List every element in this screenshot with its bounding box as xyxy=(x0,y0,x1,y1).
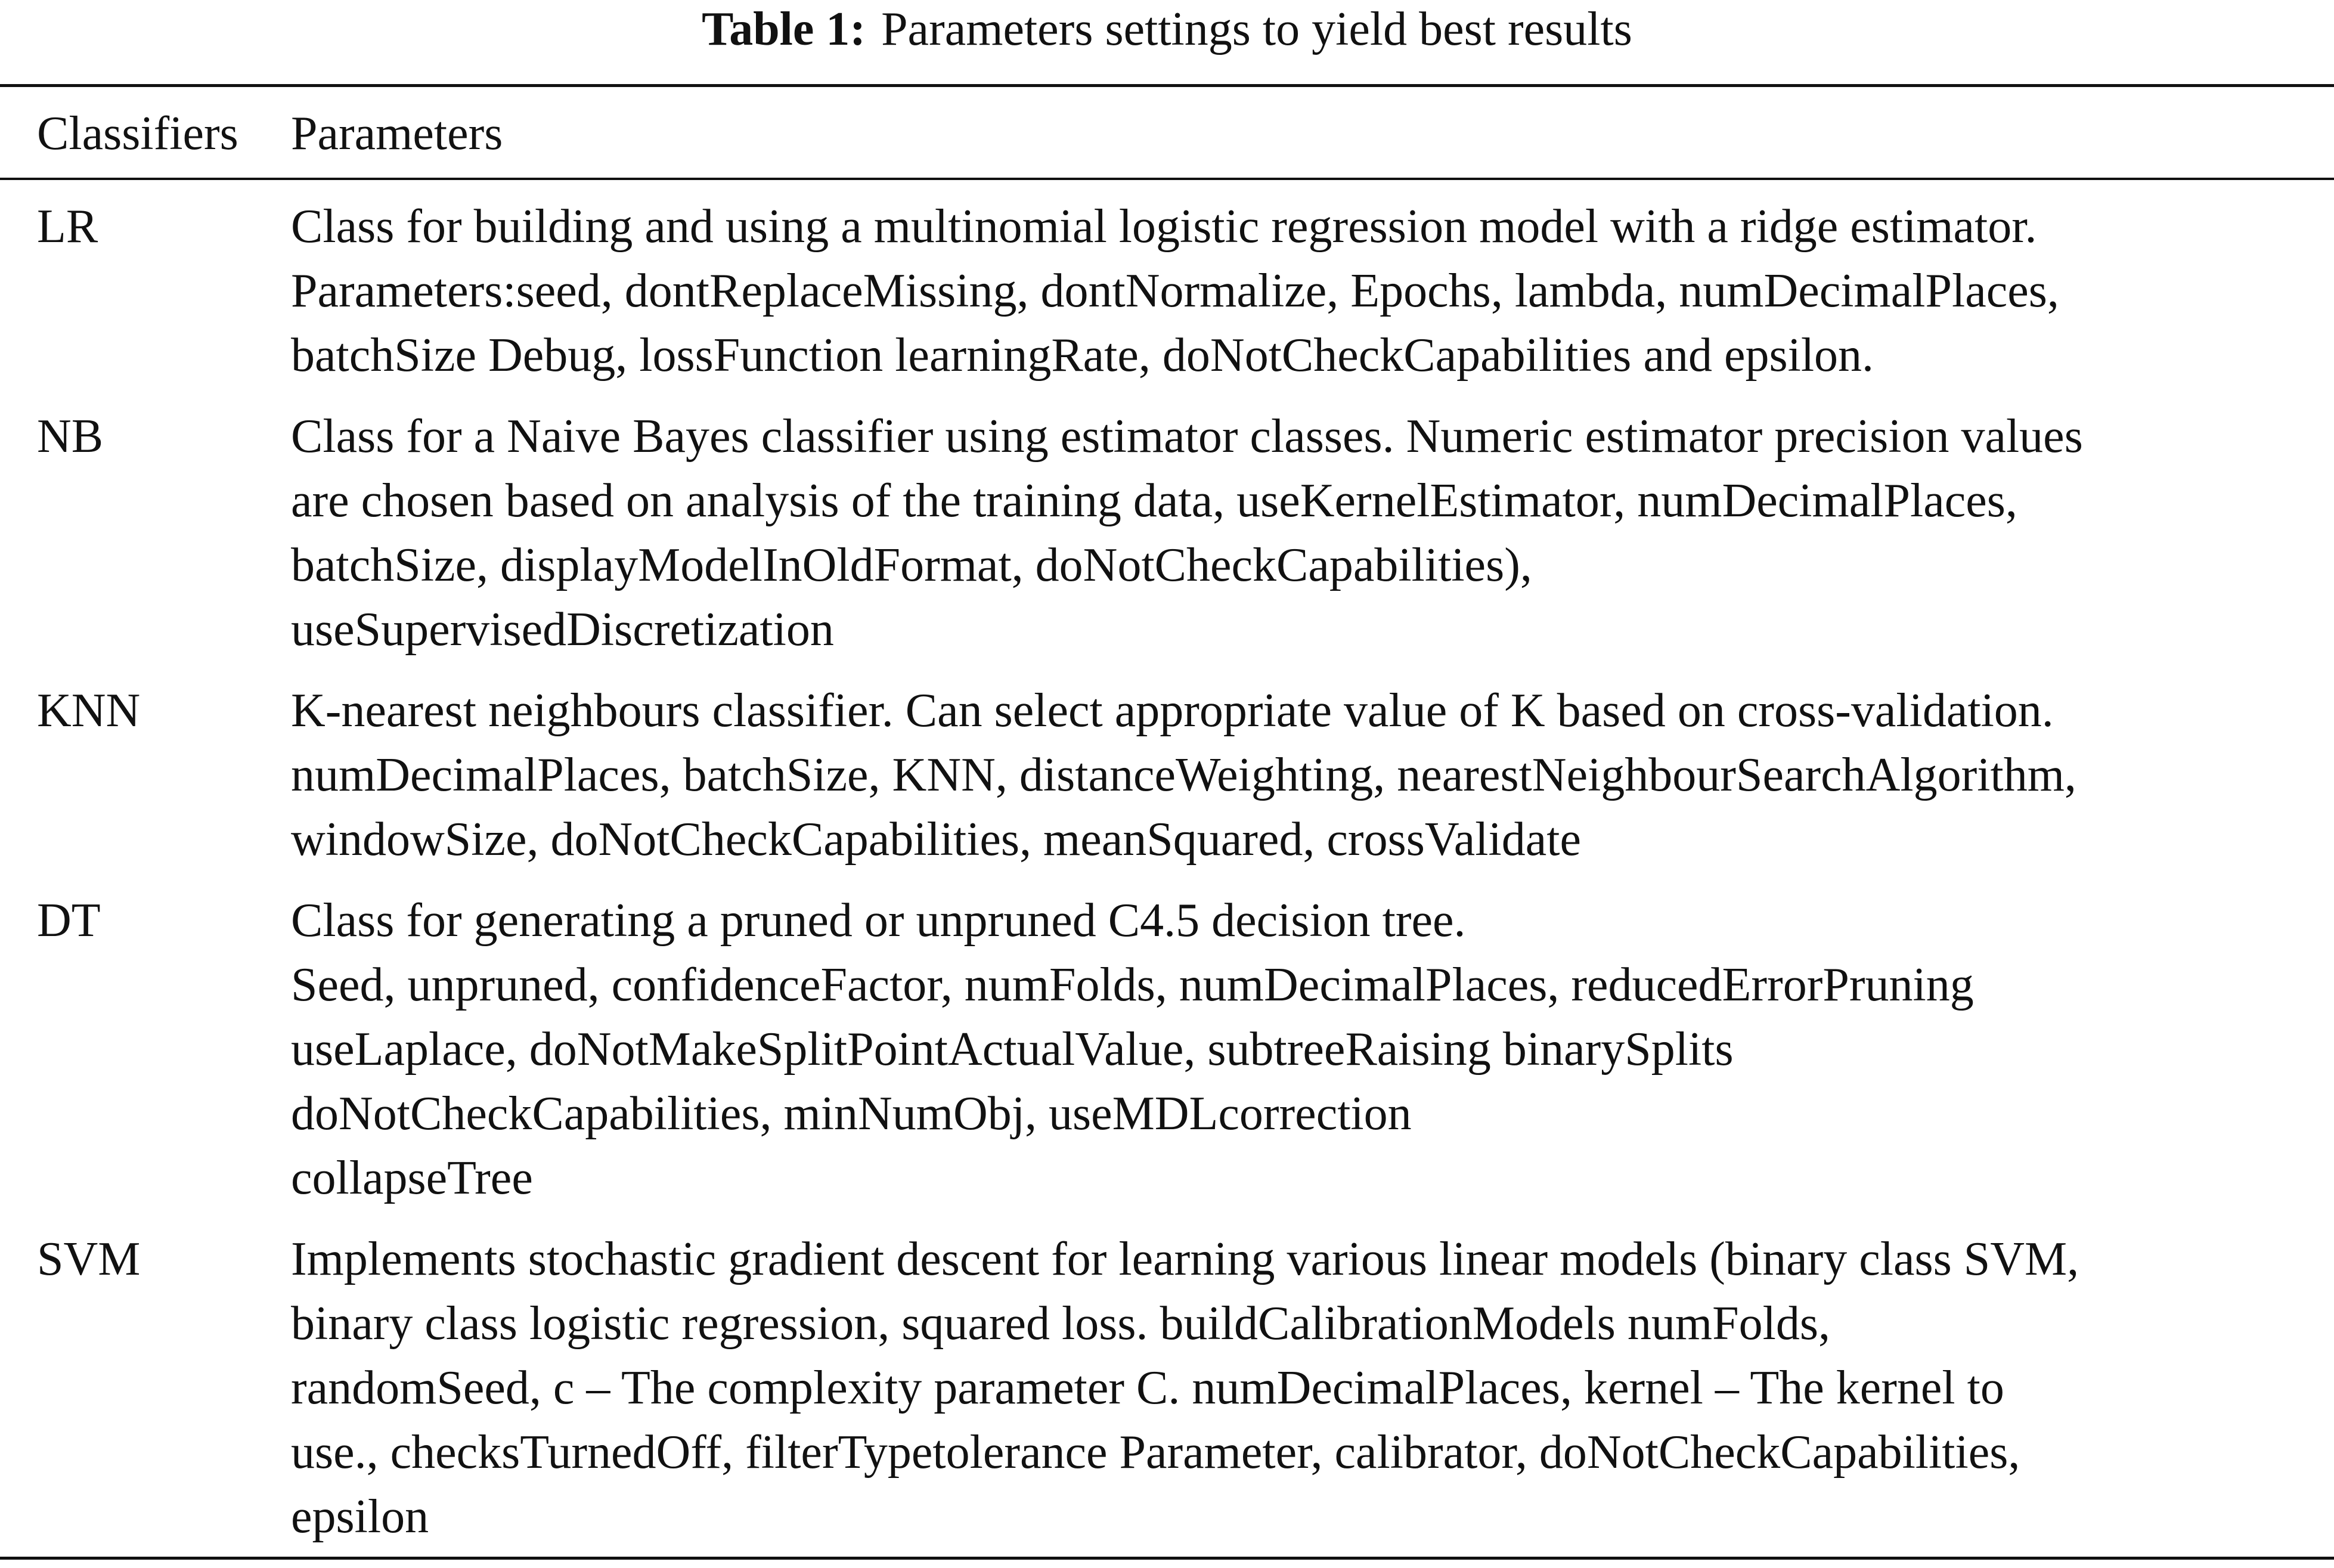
parameters-line: Parameters:seed, dontReplaceMissing, dontNormalize, Epochs, lambda, numDecimalPlaces, xyxy=(291,265,2059,317)
table-row xyxy=(0,1227,2334,1549)
caption-label: Table 1: xyxy=(702,3,866,55)
bottom-rule xyxy=(0,1557,2334,1560)
parameters-line: epsilon xyxy=(291,1490,429,1543)
parameters-line: use., checksTurnedOff, filterTypetolerance Parameter, calibrator, doNotCheckCapabilities, xyxy=(291,1426,2020,1479)
header-classifiers: Classifiers xyxy=(37,107,238,160)
table-row xyxy=(0,404,2334,662)
table-row xyxy=(0,678,2334,872)
caption-text: Parameters settings to yield best results xyxy=(881,3,1632,55)
parameters-cell xyxy=(291,888,2330,1210)
table-body xyxy=(0,194,2334,1549)
parameters-line: useSupervisedDiscretization xyxy=(291,603,834,656)
classifier-cell: DT xyxy=(37,894,101,947)
parameters-line: batchSize, displayModelInOldFormat, doNotCheckCapabilities), xyxy=(291,539,1532,591)
classifier-cell: LR xyxy=(37,200,98,253)
parameters-line: Class for building and using a multinomial logistic regression model with a ridge estimator. xyxy=(291,200,2037,253)
parameters-line: Implements stochastic gradient descent for learning various linear models (binary class SVM, xyxy=(291,1233,2079,1285)
parameters-line: binary class logistic regression, squared loss. buildCalibrationModels numFolds, xyxy=(291,1297,1830,1350)
parameters-line: Seed, unpruned, confidenceFactor, numFolds, numDecimalPlaces, reducedErrorPruning xyxy=(291,959,1974,1011)
parameters-line: Class for generating a pruned or unpruned C4.5 decision tree. xyxy=(291,894,1466,947)
table-caption xyxy=(0,1,2334,58)
table-row xyxy=(0,888,2334,1210)
parameters-cell xyxy=(291,678,2330,872)
parameters-cell xyxy=(291,1227,2330,1549)
classifier-cell: SVM xyxy=(37,1233,141,1285)
parameters-line: are chosen based on analysis of the training data, useKernelEstimator, numDecimalPlaces, xyxy=(291,475,2017,527)
parameters-line: K-nearest neighbours classifier. Can select appropriate value of K based on cross-validation. xyxy=(291,684,2054,737)
table-header-row xyxy=(0,101,2334,167)
top-rule xyxy=(0,84,2334,87)
parameters-line: batchSize Debug, lossFunction learningRate, doNotCheckCapabilities and epsilon. xyxy=(291,329,1874,382)
parameters-line: Class for a Naive Bayes classifier using estimator classes. Numeric estimator precision values xyxy=(291,410,2083,463)
parameters-line: randomSeed, c – The complexity parameter C. numDecimalPlaces, kernel – The kernel to xyxy=(291,1362,2004,1414)
parameters-line: windowSize, doNotCheckCapabilities, meanSquared, crossValidate xyxy=(291,813,1581,866)
header-parameters: Parameters xyxy=(291,107,503,160)
parameters-cell xyxy=(291,194,2330,388)
parameters-line: numDecimalPlaces, batchSize, KNN, distanceWeighting, nearestNeighbourSearchAlgorithm, xyxy=(291,749,2076,801)
header-rule xyxy=(0,178,2334,180)
table-row xyxy=(0,194,2334,388)
parameters-line: useLaplace, doNotMakeSplitPointActualValue, subtreeRaising binarySplits xyxy=(291,1023,1734,1076)
classifier-cell: NB xyxy=(37,410,104,463)
parameters-line: collapseTree xyxy=(291,1152,533,1204)
parameters-cell xyxy=(291,404,2330,662)
parameters-line: doNotCheckCapabilities, minNumObj, useMDLcorrection xyxy=(291,1087,1412,1140)
classifier-cell: KNN xyxy=(37,684,141,737)
